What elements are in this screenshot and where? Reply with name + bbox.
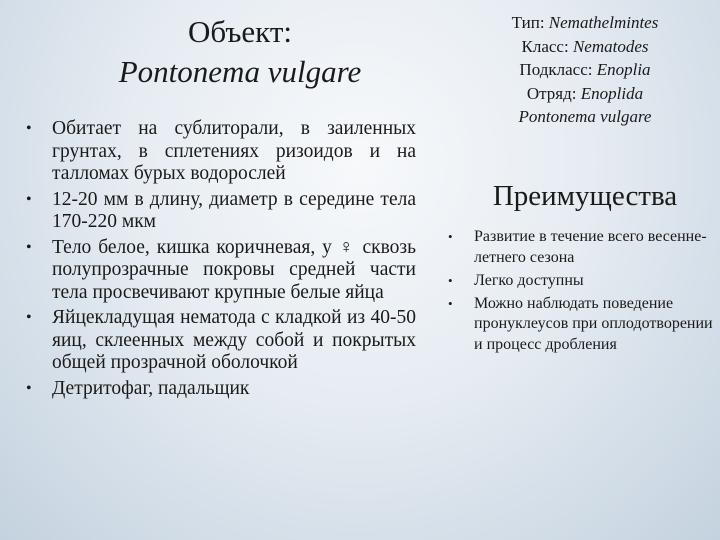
advantages-heading: Преимущества <box>492 180 678 212</box>
advantages-list <box>448 227 714 358</box>
taxonomy-row-order <box>460 82 710 106</box>
list-item-text: Можно наблюдать поведение пронуклеусов при оплодотворении и процесс дробления <box>474 294 713 353</box>
taxonomy-row-species <box>460 105 710 129</box>
taxonomy-value: Enoplida <box>580 83 644 103</box>
list-item-development <box>448 227 714 268</box>
bullet-icon: • <box>448 295 453 311</box>
taxonomy-value: Pontonema vulgare <box>518 107 652 126</box>
list-item-text: Обитает на сублиторали, в заиленных грунтах, в сплетениях ризоидов и на талломах бурых водорослей <box>52 118 416 184</box>
taxonomy-value: Enoplia <box>596 60 651 79</box>
list-item-reproduction <box>26 307 416 375</box>
list-item-text: Легко доступны <box>474 271 584 289</box>
list-item-text: Детритофаг, падальщик <box>52 377 250 399</box>
taxonomy-row-type <box>460 11 710 35</box>
bullet-icon: • <box>448 272 453 288</box>
list-item-habitat <box>26 118 416 186</box>
taxonomy-row-subclass <box>460 58 710 82</box>
slide-title <box>60 12 420 92</box>
bullet-icon: • <box>448 229 453 244</box>
bullet-icon: • <box>26 190 32 208</box>
title-line-object: Объект: <box>188 14 292 49</box>
list-item-text: Тело белое, кишка коричневая, у ♀ сквозь полупрозрачные покровы средней части тела просвечивают крупные белые яйца <box>52 236 416 303</box>
taxonomy-value: Nematodes <box>572 36 649 56</box>
taxonomy-value: Nemathelmintes <box>548 13 659 32</box>
taxonomy-block <box>460 11 710 129</box>
list-item-text: 12-20 мм в длину, диаметр в середине тела 170-220 мкм <box>52 188 416 232</box>
description-list <box>26 118 416 403</box>
taxonomy-label: Подкласс: <box>519 60 597 79</box>
taxonomy-label: Отряд: <box>526 83 581 103</box>
taxonomy-row-class <box>460 35 710 59</box>
list-item-body <box>26 236 416 305</box>
list-item-diet <box>26 377 416 401</box>
list-item-text: Развитие в течение всего весенне-летнего сезона <box>474 228 707 266</box>
taxonomy-label: Класс: <box>521 36 573 56</box>
title-line-species: Pontonema vulgare <box>118 54 362 89</box>
list-item-observation <box>448 294 714 356</box>
list-item-size <box>26 188 416 234</box>
bullet-icon: • <box>26 238 32 256</box>
bullet-icon: • <box>26 379 32 397</box>
bullet-icon: • <box>26 120 32 137</box>
list-item-availability <box>448 271 714 292</box>
bullet-icon: • <box>26 309 32 326</box>
taxonomy-label: Тип: <box>511 13 549 32</box>
list-item-text: Яйцекладущая нематода с кладкой из 40-50 яиц, склеенных между собой и покрытых общей прозрачной оболочкой <box>52 307 416 373</box>
